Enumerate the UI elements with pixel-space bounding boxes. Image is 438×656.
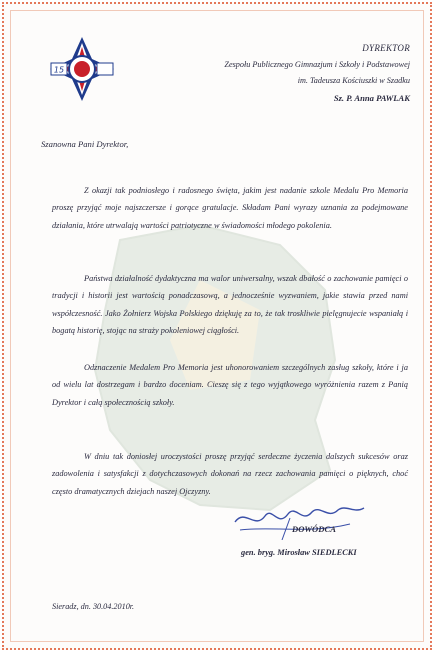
- greeting: Szanowna Pani Dyrektor,: [41, 139, 129, 149]
- sender-title: DYREKTOR: [362, 43, 410, 53]
- sender-block: [110, 40, 410, 106]
- letter-date: Sieradz, dn. 30.04.2010r.: [52, 602, 135, 611]
- svg-text:15: 15: [53, 65, 65, 75]
- military-unit-logo-icon: [48, 35, 116, 103]
- signatory-name: gen. bryg. Mirosław SIEDLECKI: [241, 548, 357, 557]
- handwritten-signature: [230, 500, 370, 540]
- paragraph: Odznaczenie Medalem Pro Memoria jest uhonorowaniem szczególnych zasług szkoły, które i ja od wielu lat dostrzegam i bardzo doceniam. Cieszę się z tego wyjątkowego wyróżnienia razem z Panią Dyrektor i całą społecznością szkoły.: [52, 363, 408, 407]
- paragraph: Państwa działalność dydaktyczna ma walor uniwersalny, wszak dbałość o zachowanie pamięci o tradycji i historii jest wartością ponadczasową, a jednocześnie wyzwaniem, jakie stawia przed nami współczesność. Jako Żołnierz Wojska Polskiego dziękuję za to, że tak troskliwie pielęgnujecie wspaniałą i bogatą historię, stojąc na straży pokoleniowej ciągłości.: [52, 274, 408, 336]
- recipient-name: Sz. P. Anna PAWLAK: [333, 92, 410, 103]
- paragraph: Z okazji tak podniosłego i radosnego święta, jakim jest nadanie szkole Medalu Pro Memoria proszę przyjąć moje najszczersze i gorące gratulacje. Składam Pani wyrazy uznania za podejmowane działania, które utrwalają wartości patriotyczne w świadomości młodego pokolenia.: [52, 186, 408, 230]
- school-name: Zespołu Publicznego Gimnazjum i Szkoły i Podstawowej: [224, 59, 410, 69]
- school-patron: im. Tadeusza Kościuszki w Szadku: [297, 76, 410, 85]
- signatory-rank: DOWÓDCA: [292, 524, 336, 534]
- paragraph: W dniu tak doniosłej uroczystości proszę przyjąć serdeczne życzenia dalszych sukcesów oraz zadowolenia i satysfakcji z dotychczasowych dokonań na rzecz zachowania pamięci o pięknych, choć często dramatycznych dziejach naszej Ojczyzny.: [52, 452, 408, 496]
